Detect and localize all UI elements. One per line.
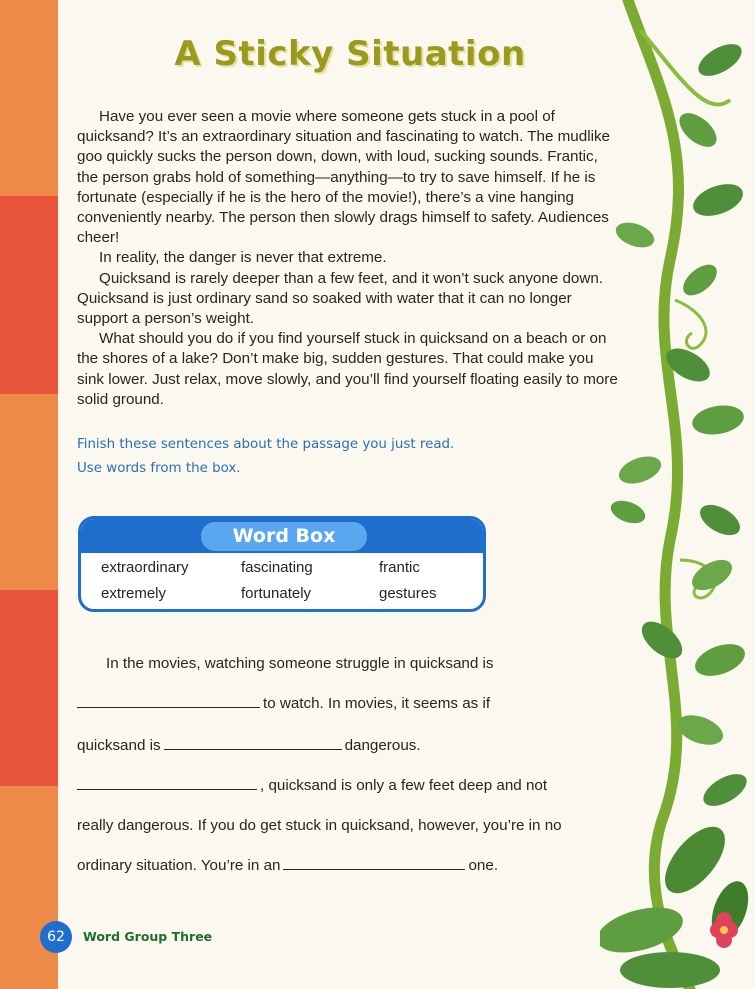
exercise-text: ordinary situation. You’re in an	[77, 857, 281, 874]
passage-paragraph: Have you ever seen a movie where someone gets stuck in a pool of quicksand? It’s an extraordinary situation and fascinating to watch. The mudlike goo quickly sucks the person down, down, with loud, sucking sounds. Frantic, the person grabs hold of something—anything—to try to save himself. If he is fortunate (especially if he is the hero of the movie!), there’s a vine hanging conveniently nearby. The person then slowly drags himself to safety. Audiences cheer!	[77, 108, 610, 247]
exercise-line	[77, 777, 622, 794]
answer-blank[interactable]	[77, 706, 260, 708]
answer-blank[interactable]	[164, 748, 342, 750]
reading-passage	[77, 107, 622, 410]
exercise-line	[77, 737, 622, 754]
exercise-text: dangerous.	[344, 737, 421, 754]
word-box-word: fascinating	[241, 559, 313, 576]
passage-paragraph: Quicksand is rarely deeper than a few feet, and it won’t suck anyone down. Quicksand is just ordinary sand so soaked with water that it can no longer support a person’s weight.	[77, 269, 604, 328]
word-box-word: extremely	[101, 585, 167, 602]
exercise-text: quicksand is	[77, 737, 161, 754]
leaf-icon	[615, 451, 665, 489]
page-title: A Sticky Situation	[174, 34, 526, 74]
leaf-icon	[673, 107, 722, 154]
leaf-icon	[690, 402, 746, 439]
passage-paragraph: What should you do if you find yourself stuck in quicksand on a beach or on the shores of a lake? Don’t make big, sudden gestures. That could make you sink lower. Just relax, move slowly, and you’ll find yourself floating easily to more solid ground.	[77, 330, 618, 408]
answer-blank[interactable]	[283, 868, 465, 870]
word-box-word: fortunately	[241, 585, 312, 602]
exercise-text: one.	[468, 857, 499, 874]
leaf-icon	[695, 499, 745, 542]
word-box	[78, 516, 486, 612]
vine-illustration	[600, 0, 755, 989]
word-box-word: gestures	[379, 585, 437, 602]
exercise-line	[77, 817, 622, 834]
exercise-line	[77, 695, 622, 712]
leaf-icon	[608, 496, 649, 527]
passage-paragraph: In reality, the danger is never that extreme.	[99, 249, 387, 267]
strip-segment	[0, 394, 58, 590]
vine-stem	[628, 0, 690, 989]
leaf-icon	[691, 638, 749, 682]
answer-blank[interactable]	[77, 788, 257, 790]
exercise-text: In the movies, watching someone struggle in quicksand is	[106, 655, 494, 672]
leaf-icon	[678, 259, 723, 302]
vine-tendril	[675, 300, 706, 348]
leaf-icon	[698, 768, 752, 813]
instruction-line: Finish these sentences about the passage you just read.	[77, 437, 455, 452]
left-color-strip	[0, 0, 58, 989]
strip-segment	[0, 590, 58, 786]
instructions	[77, 433, 597, 481]
leaf-icon	[693, 38, 747, 83]
leaf-icon	[689, 178, 747, 222]
page-number-badge: 62	[40, 921, 72, 953]
strip-segment	[0, 196, 58, 394]
exercise-line	[106, 655, 651, 672]
exercise-text: , quicksand is only a few feet deep and not	[260, 777, 548, 794]
leaf-icon	[612, 218, 657, 252]
strip-segment	[0, 786, 58, 989]
exercise-text: to watch. In movies, it seems as if	[263, 695, 491, 712]
word-box-title: Word Box	[201, 522, 367, 551]
exercise-line	[77, 857, 622, 874]
exercise-text: really dangerous. If you do get stuck in quicksand, however, you’re in no	[77, 817, 562, 834]
word-box-word: extraordinary	[101, 559, 189, 576]
leaf-icon	[620, 952, 720, 988]
strip-segment	[0, 0, 58, 196]
footer-section-label: Word Group Three	[83, 929, 213, 944]
word-box-word: frantic	[379, 559, 420, 576]
instruction-line: Use words from the box.	[77, 461, 241, 476]
